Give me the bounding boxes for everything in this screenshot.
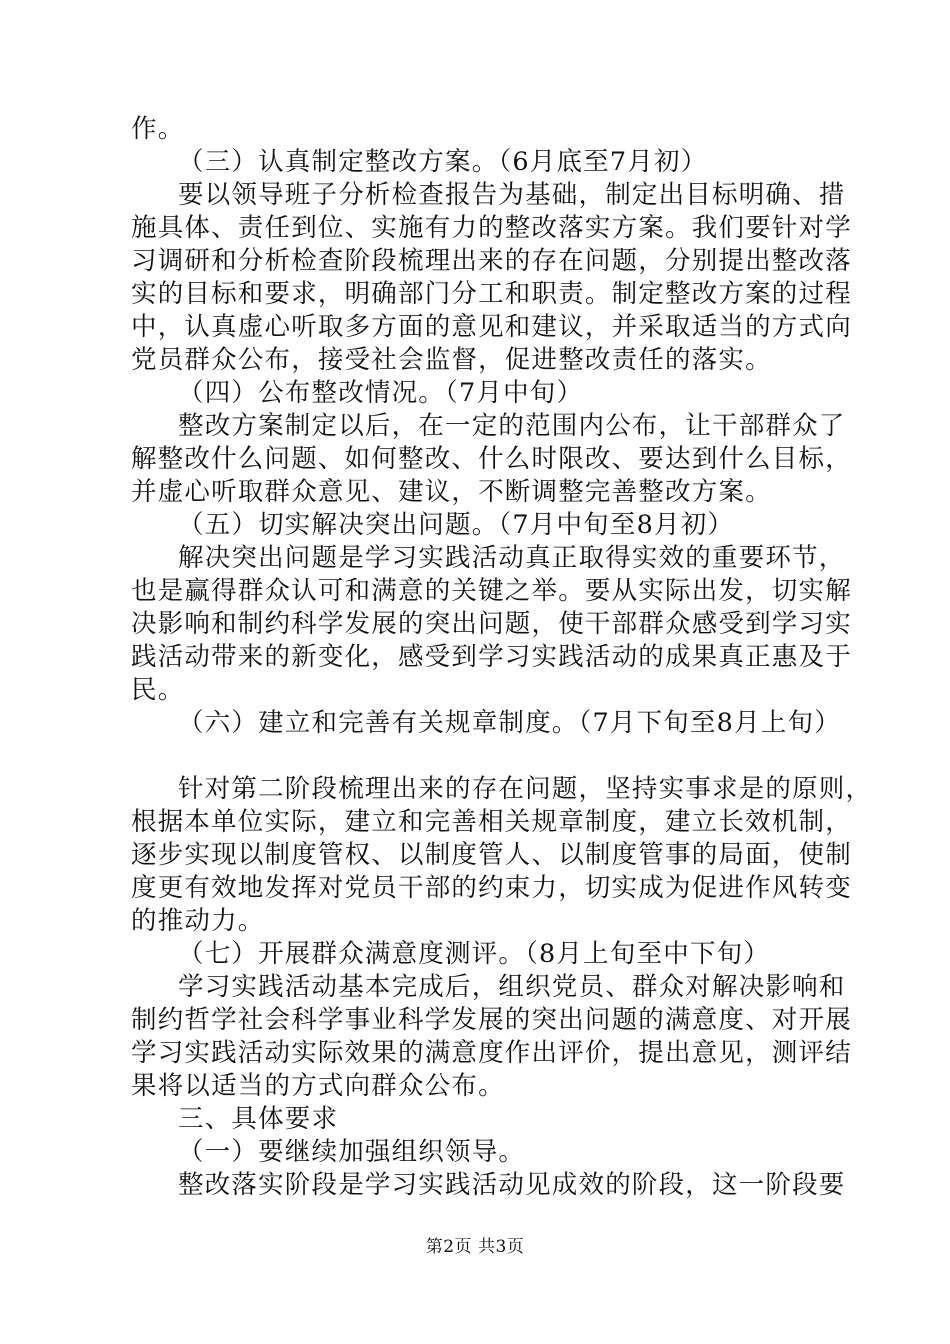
body-text-line: 作。	[131, 114, 185, 144]
body-text-line: 要以领导班子分析检查报告为基础，制定出目标明确、措	[178, 180, 846, 210]
section-heading-1: （一）要继续加强组织领导。	[178, 1137, 526, 1167]
body-text-line: 的推动力。	[131, 906, 265, 936]
body-text-line: 中，认真虚心听取多方面的意见和建议，并采取适当的方式向	[131, 312, 852, 342]
body-text-line: 施具体、责任到位、实施有力的整改落实方案。我们要针对学	[131, 213, 852, 243]
body-text-line: 逐步实现以制度管权、以制度管人、以制度管事的局面，使制	[131, 840, 852, 870]
section-heading-7: （七）开展群众满意度测评。（8月上旬至中下旬）	[178, 939, 771, 969]
body-text-line: 整改方案制定以后，在一定的范围内公布，让干部群众了	[178, 411, 846, 441]
body-text-line: 也是赢得群众认可和满意的关键之举。要从实际出发，切实解	[131, 576, 852, 606]
section-heading-6: （六）建立和完善有关规章制度。（7月下旬至8月上旬）	[178, 708, 841, 738]
section-heading-5: （五）切实解决突出问题。（7月中旬至8月初）	[178, 510, 735, 540]
body-text-line: 制约哲学社会科学事业科学发展的突出问题的满意度、对开展	[131, 1005, 852, 1035]
section-heading-3: （三）认真制定整改方案。（6月底至7月初）	[178, 147, 708, 177]
body-text-line: 践活动带来的新变化，感受到学习实践活动的成果真正惠及于	[131, 642, 852, 672]
body-text-line: 根据本单位实际，建立和完善相关规章制度，建立长效机制，	[131, 807, 852, 837]
body-text-line: 针对第二阶段梳理出来的存在问题，坚持实事求是的原则，	[178, 774, 873, 804]
body-text-line: 决影响和制约科学发展的突出问题，使干部群众感受到学习实	[131, 609, 852, 639]
body-text-line: 党员群众公布，接受社会监督，促进整改责任的落实。	[131, 345, 772, 375]
body-text-line: 学习实践活动基本完成后，组织党员、群众对解决影响和	[178, 972, 846, 1002]
body-text-line: 度更有效地发挥对党员干部的约束力，切实成为促进作风转变	[131, 873, 852, 903]
body-text-line: 学习实践活动实际效果的满意度作出评价，提出意见，测评结	[131, 1038, 852, 1068]
body-text-line: 整改落实阶段是学习实践活动见成效的阶段，这一阶段要	[178, 1170, 846, 1200]
body-text-line: 民。	[131, 675, 185, 705]
section-heading-4: （四）公布整改情况。（7月中旬）	[178, 378, 584, 408]
body-text-line: 并虚心听取群众意见、建议，不断调整完善整改方案。	[131, 477, 772, 507]
page-footer: 第2页 共3页	[425, 1237, 525, 1257]
body-text-line: 解整改什么问题、如何整改、什么时限改、要达到什么目标，	[131, 444, 852, 474]
body-text-line: 果将以适当的方式向群众公布。	[131, 1071, 505, 1101]
chapter-heading: 三、具体要求	[178, 1104, 339, 1134]
body-text-line: 习调研和分析检查阶段梳理出来的存在问题，分别提出整改落	[131, 246, 852, 276]
body-text-line: 解决突出问题是学习实践活动真正取得实效的重要环节，	[178, 543, 846, 573]
body-text-line: 实的目标和要求，明确部门分工和职责。制定整改方案的过程	[131, 279, 852, 309]
